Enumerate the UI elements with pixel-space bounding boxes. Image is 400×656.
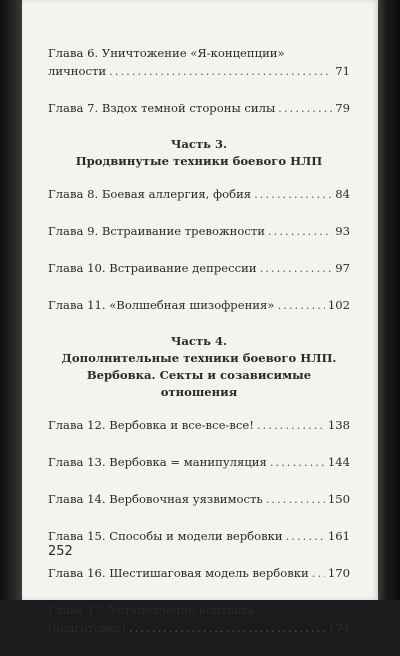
toc-entry-ch6 [48,44,350,80]
toc-entry-ch8 [48,185,350,203]
part-subtitle: Вербовка. Секты и созависимые отношения [86,368,312,399]
toc-page-number: 102 [327,298,350,312]
toc-entry-ch15 [48,527,350,545]
toc-leader-dots [109,62,332,80]
part-title: Часть 4. [170,334,228,348]
toc-leader-dots [278,99,332,117]
toc-entry-ch12 [48,416,350,434]
part-title: Часть 3. [170,137,228,151]
toc-entry-title: Глава 7. Вздох темной стороны силы [48,101,276,115]
toc-entry-ch13 [48,453,350,471]
toc-entry-title: Глава 14. Вербовочная уязвимость [48,492,263,506]
part-heading-4 [48,333,350,401]
toc-leader-dots [277,296,324,314]
toc-entry-title: Глава 10. Встраивание депрессии [48,261,257,275]
toc-leader-dots [257,416,325,434]
toc-leader-dots [266,490,325,508]
toc-leader-dots [270,453,325,471]
toc-page-number: 97 [335,261,350,275]
toc-entry-title: Глава 11. «Волшебная шизофрения» [48,298,275,312]
part-subtitle: Дополнительные техники боевого НЛП. [61,351,337,365]
page-edge [378,0,400,600]
toc-entry-ch16 [48,564,350,582]
toc-entry-title-cont: личности [48,64,107,78]
toc-entry-title: Глава 15. Способы и модели вербовки [48,529,283,543]
toc-leader-dots [286,527,325,545]
toc-leader-dots [312,564,325,582]
toc-page-number: 170 [327,566,350,580]
toc-entry-title: Глава 13. Вербовка = манипуляция [48,455,267,469]
toc-entry-ch10 [48,259,350,277]
toc-entry-ch7 [48,99,350,117]
toc-page-number: 84 [335,187,350,201]
part-heading-3 [48,136,350,170]
toc-page-number: 150 [327,492,350,506]
toc-entry-ch9 [48,222,350,240]
toc-page-number: 79 [335,101,350,115]
toc-leader-dots [268,222,332,240]
toc-entry-title: Глава 6. Уничтожение «Я-концепции» [48,46,285,60]
page-number-folio: 252 [48,544,73,559]
toc-page-number: 161 [327,529,350,543]
toc-page-number: 174 [327,621,350,635]
toc-entry-title: Глава 12. Вербовка и все-все-все! [48,418,254,432]
toc-page-number: 144 [327,455,350,469]
toc-entry-title: Глава 16. Шестишаговая модель вербовки [48,566,309,580]
toc-leader-dots [129,619,325,637]
toc-entry-ch11 [48,296,350,314]
book-gutter [0,0,22,600]
toc-page-number: 93 [335,224,350,238]
toc-page-number: 138 [327,418,350,432]
toc-entry-title-cont: (подготовка) [48,621,127,635]
toc-entry-title: Глава 17. Установление контакта [48,603,255,617]
table-of-contents [48,44,350,656]
toc-entry-title: Глава 8. Боевая аллергия, фобия [48,187,252,201]
part-subtitle: Продвинутые техники боевого НЛП [75,154,323,168]
toc-entry-title: Глава 9. Встраивание тревожности [48,224,265,238]
toc-entry-ch14 [48,490,350,508]
toc-entry-ch17 [48,601,350,637]
toc-page-number: 71 [335,64,350,78]
toc-leader-dots [254,185,332,203]
toc-leader-dots [260,259,333,277]
